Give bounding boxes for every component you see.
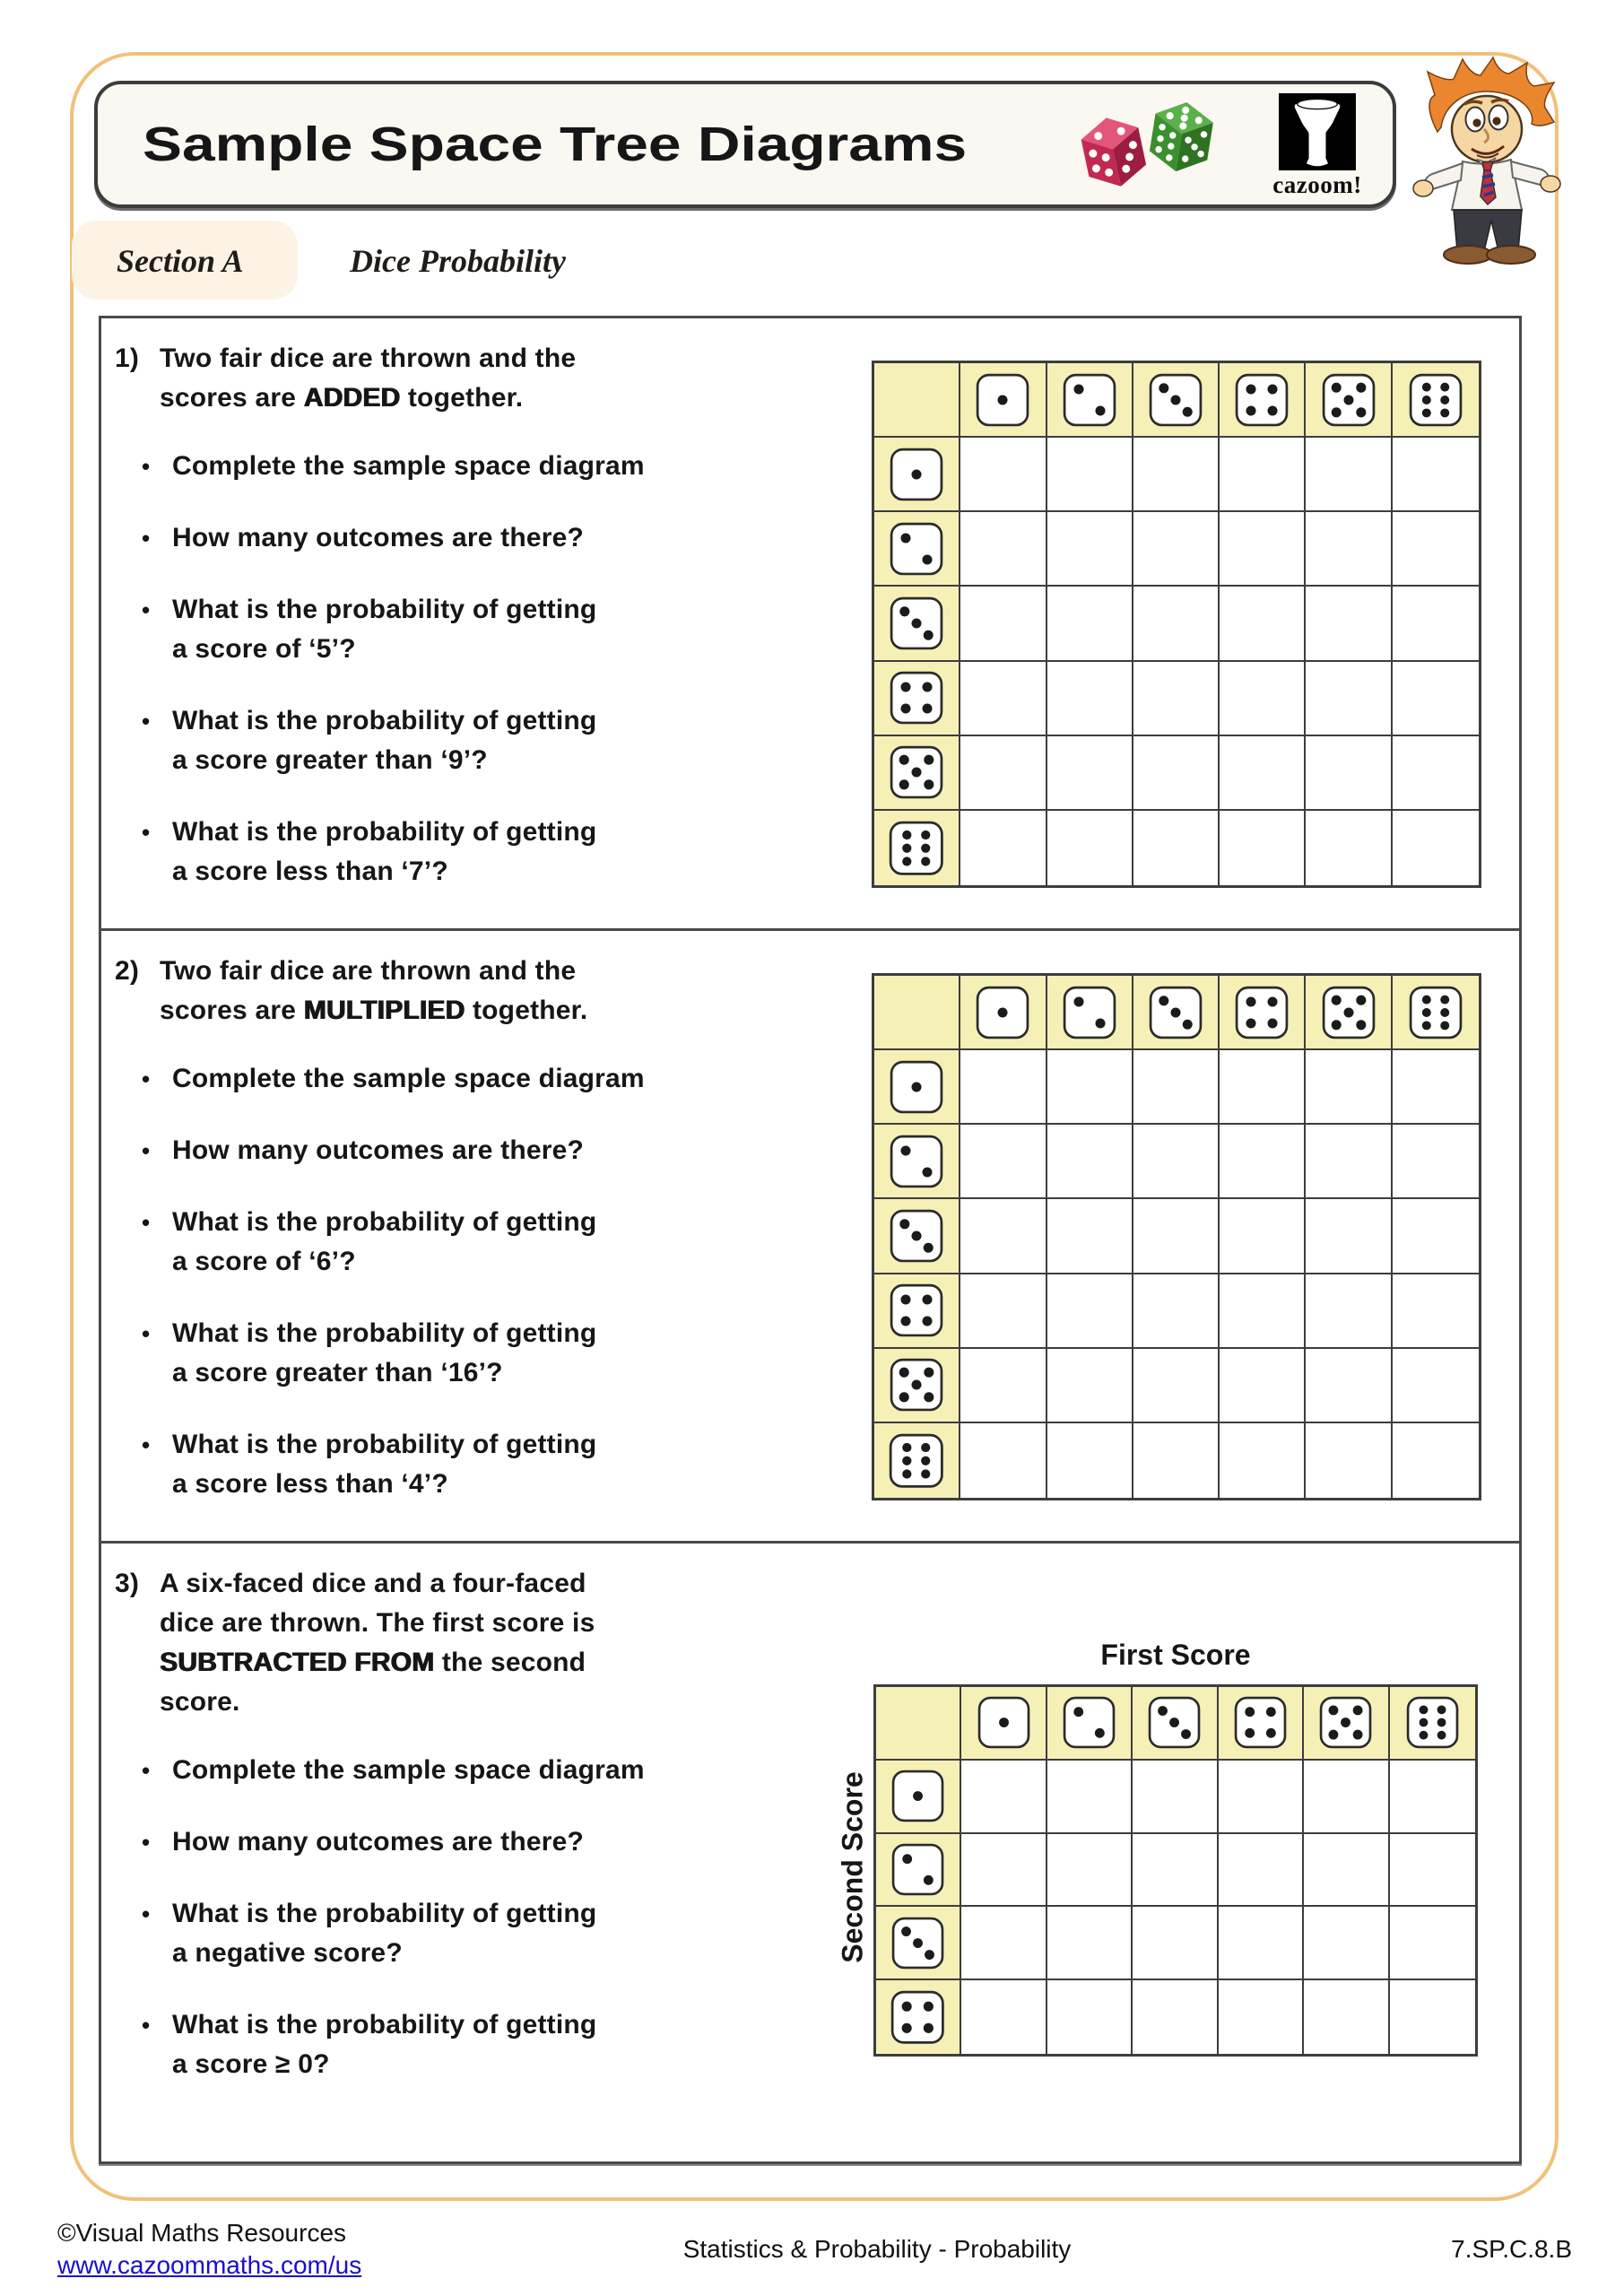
row-header-die-3 — [876, 1907, 961, 1980]
col-header-die-1 — [960, 976, 1046, 1050]
cazoom-logo — [1256, 93, 1378, 199]
answer-cell — [1133, 811, 1220, 885]
corner-cell — [874, 976, 960, 1050]
die-4-icon — [1235, 373, 1289, 427]
answer-cell — [960, 1274, 1046, 1349]
answer-cell — [1047, 1907, 1133, 1980]
section-title: Dice Probability — [350, 243, 566, 279]
die-2-icon — [890, 522, 943, 576]
answer-cell — [1393, 438, 1479, 512]
bullet-text: Complete the sample space diagram — [172, 451, 645, 481]
row-header-die-1 — [876, 1761, 961, 1834]
answer-cell — [1220, 587, 1306, 661]
corner-cell — [874, 363, 960, 438]
die-5-icon — [890, 1358, 943, 1412]
answer-cell — [1393, 1423, 1479, 1498]
answer-cell — [1047, 811, 1133, 885]
answer-cell — [1133, 1761, 1218, 1834]
answer-cell — [1047, 438, 1133, 512]
question-intro: Two fair dice are thrown and the scores are MULTIPLIED together. — [160, 956, 588, 1025]
answer-cell — [1306, 1423, 1392, 1498]
bullet-dot: • — [142, 819, 151, 846]
die-2-icon — [890, 1135, 943, 1188]
answer-cell — [1047, 1199, 1133, 1274]
die-2-icon — [891, 1843, 944, 1896]
answer-cell — [1220, 1349, 1306, 1423]
answer-cell — [1047, 512, 1133, 587]
bullet-item — [142, 813, 725, 891]
answer-cell — [1393, 811, 1479, 885]
answer-cell — [961, 1980, 1046, 2054]
answer-cell — [1047, 1423, 1133, 1498]
row-header-die-3 — [874, 587, 960, 661]
bullet-text: Complete the sample space diagram — [172, 1755, 645, 1785]
answer-cell — [1133, 1980, 1218, 2054]
question-intro: Two fair dice are thrown and the scores are ADDED together. — [160, 344, 577, 413]
cazoom-logo-text: cazoom! — [1272, 171, 1362, 198]
answer-cell — [1047, 1125, 1133, 1199]
cazoom-drum-icon — [1279, 93, 1356, 170]
die-5-icon — [1319, 1696, 1372, 1749]
bullet-dot: • — [142, 1320, 151, 1347]
row-header-die-1 — [874, 1050, 960, 1125]
bullet-dot: • — [142, 1829, 151, 1856]
bullet-item — [142, 518, 725, 558]
answer-cell — [1306, 662, 1392, 736]
answer-cell — [1133, 1125, 1220, 1199]
answer-cell — [1219, 1761, 1304, 1834]
col-header-die-6 — [1393, 363, 1479, 438]
die-1-icon — [890, 448, 943, 501]
bullet-item — [142, 447, 725, 486]
answer-cell — [960, 662, 1046, 736]
bullet-text: What is the probability of getting a score greater than ‘9’? — [172, 706, 597, 775]
row-header-die-5 — [874, 1349, 960, 1423]
answer-cell — [961, 1834, 1046, 1908]
answer-cell — [1047, 1980, 1133, 2054]
answer-cell — [960, 512, 1046, 587]
bullet-item — [142, 701, 725, 780]
second-score-label: Second Score — [836, 1771, 869, 1963]
question-text — [115, 1564, 725, 2117]
footer-standard-code: 7.SP.C.8.B — [1451, 2235, 1572, 2263]
answer-cell — [1220, 512, 1306, 587]
corner-cell — [876, 1687, 961, 1761]
die-2-icon — [1063, 986, 1116, 1039]
answer-cell — [960, 1199, 1046, 1274]
answer-cell — [1390, 1980, 1475, 2054]
answer-cell — [1220, 1423, 1306, 1498]
bullet-dot: • — [142, 1137, 151, 1164]
question-1-box — [99, 316, 1522, 931]
answer-cell — [1306, 1274, 1392, 1349]
section-label: Section A — [117, 243, 244, 279]
answer-cell — [1304, 1980, 1389, 2054]
bullet-item — [142, 1751, 725, 1790]
question-bullet-list — [115, 1059, 725, 1504]
answer-cell — [960, 1050, 1046, 1125]
answer-cell — [1306, 1050, 1392, 1125]
question-intro: A six-faced dice and a four-faced dice are thrown. The first score is SUBTRACTED FROM the second score. — [160, 1569, 595, 1717]
row-header-die-4 — [874, 1274, 960, 1349]
col-header-die-2 — [1047, 976, 1133, 1050]
row-header-die-4 — [876, 1980, 961, 2054]
answer-cell — [960, 1423, 1046, 1498]
answer-cell — [961, 1761, 1046, 1834]
col-header-die-4 — [1220, 976, 1306, 1050]
answer-cell — [1220, 1125, 1306, 1199]
question-bullet-list — [115, 447, 725, 891]
col-header-die-2 — [1047, 1687, 1133, 1761]
cartoon-teacher-mascot — [1410, 56, 1564, 271]
answer-cell — [1219, 1907, 1304, 1980]
answer-cell — [1219, 1980, 1304, 2054]
bullet-dot: • — [142, 1209, 151, 1236]
die-2-icon — [1063, 373, 1116, 427]
question-text — [115, 952, 725, 1536]
question-2-box — [99, 928, 1522, 1544]
answer-cell — [1047, 1834, 1133, 1908]
die-6-icon — [1406, 1696, 1459, 1749]
die-2-icon — [1063, 1696, 1116, 1749]
answer-cell — [1220, 1050, 1306, 1125]
question-text — [115, 339, 725, 924]
question-bullet-list — [115, 1751, 725, 2084]
bullet-item — [142, 1822, 725, 1862]
sample-space-grid — [872, 361, 1481, 888]
row-header-die-6 — [874, 811, 960, 885]
bullet-dot: • — [142, 1900, 151, 1927]
footer-copyright: ©Visual Maths Resources — [57, 2219, 347, 2247]
die-6-icon — [1409, 986, 1463, 1039]
page-title: Sample Space Tree Diagrams — [143, 117, 968, 171]
bullet-text: How many outcomes are there? — [172, 1827, 585, 1857]
answer-cell — [1047, 662, 1133, 736]
answer-cell — [1133, 1050, 1220, 1125]
answer-cell — [1393, 1274, 1479, 1349]
answer-cell — [1220, 1199, 1306, 1274]
col-header-die-1 — [961, 1687, 1046, 1761]
green-die-icon — [1147, 98, 1215, 176]
answer-cell — [1306, 1199, 1392, 1274]
bullet-dot: • — [142, 453, 151, 480]
answer-cell — [1047, 736, 1133, 811]
bullet-text: What is the probability of getting a score ≥ 0? — [172, 2010, 597, 2079]
answer-cell — [1393, 1349, 1479, 1423]
bullet-dot: • — [142, 2012, 151, 2039]
answer-cell — [1133, 662, 1220, 736]
answer-cell — [1133, 1199, 1220, 1274]
answer-cell — [1047, 1050, 1133, 1125]
col-header-die-4 — [1219, 1687, 1304, 1761]
die-1-icon — [976, 373, 1029, 427]
bullet-item — [142, 1314, 725, 1393]
answer-cell — [1133, 587, 1220, 661]
answer-cell — [1393, 512, 1479, 587]
answer-cell — [1133, 1423, 1220, 1498]
die-4-icon — [890, 1283, 943, 1337]
title-banner — [94, 81, 1396, 208]
bullet-dot: • — [142, 525, 151, 552]
answer-cell — [1390, 1907, 1475, 1980]
answer-cell — [1393, 736, 1479, 811]
die-3-icon — [1149, 373, 1203, 427]
bullet-text: Complete the sample space diagram — [172, 1064, 645, 1093]
bullet-item — [142, 2005, 725, 2084]
first-score-label: First Score — [1100, 1639, 1251, 1671]
answer-cell — [960, 1125, 1046, 1199]
bullet-text: What is the probability of getting a score of ‘6’? — [172, 1207, 597, 1276]
bullet-text: What is the probability of getting a score less than ‘7’? — [172, 817, 597, 886]
answer-cell — [960, 811, 1046, 885]
die-3-icon — [890, 1209, 943, 1263]
answer-cell — [1133, 1834, 1218, 1908]
die-6-icon — [1409, 373, 1463, 427]
answer-cell — [961, 1907, 1046, 1980]
answer-cell — [1133, 1274, 1220, 1349]
question-3-box — [99, 1541, 1522, 2164]
question-number: 2) — [115, 956, 140, 986]
answer-cell — [1393, 1050, 1479, 1125]
col-header-die-2 — [1047, 363, 1133, 438]
die-6-icon — [889, 1433, 944, 1489]
answer-cell — [1133, 438, 1220, 512]
answer-cell — [960, 587, 1046, 661]
answer-cell — [1219, 1834, 1304, 1908]
answer-cell — [1220, 662, 1306, 736]
answer-cell — [1304, 1834, 1389, 1908]
answer-cell — [960, 1349, 1046, 1423]
row-header-die-1 — [874, 438, 960, 512]
bullet-item — [142, 1203, 725, 1282]
bullet-dot: • — [142, 1757, 151, 1784]
row-header-die-2 — [876, 1834, 961, 1908]
bullet-text: What is the probability of getting a score greater than ‘16’? — [172, 1318, 597, 1387]
answer-cell — [1306, 1349, 1392, 1423]
answer-cell — [1133, 736, 1220, 811]
question-number: 1) — [115, 344, 140, 373]
die-3-icon — [891, 1917, 944, 1970]
die-5-icon — [1322, 373, 1376, 427]
col-header-die-4 — [1220, 363, 1306, 438]
col-header-die-3 — [1133, 363, 1220, 438]
answer-cell — [1133, 1349, 1220, 1423]
bullet-text: How many outcomes are there? — [172, 1135, 585, 1165]
answer-cell — [1393, 662, 1479, 736]
answer-cell — [1304, 1907, 1389, 1980]
answer-cell — [1220, 811, 1306, 885]
col-header-die-5 — [1306, 363, 1392, 438]
answer-cell — [1393, 1199, 1479, 1274]
answer-cell — [1306, 1125, 1392, 1199]
bullet-text: What is the probability of getting a negative score? — [172, 1899, 597, 1968]
col-header-die-5 — [1306, 976, 1392, 1050]
bullet-item — [142, 1894, 725, 1973]
sample-space-grid — [873, 1684, 1478, 2057]
die-3-icon — [1148, 1696, 1201, 1749]
answer-cell — [1306, 811, 1392, 885]
footer-topic: Statistics & Probability - Probability — [682, 2235, 1072, 2263]
answer-cell — [1047, 587, 1133, 661]
bullet-text: What is the probability of getting a score less than ‘4’? — [172, 1430, 597, 1499]
answer-cell — [1047, 1761, 1133, 1834]
row-header-die-2 — [874, 1125, 960, 1199]
die-5-icon — [1322, 986, 1376, 1039]
col-header-die-3 — [1133, 1687, 1218, 1761]
col-header-die-1 — [960, 363, 1046, 438]
die-4-icon — [890, 671, 943, 725]
answer-cell — [1306, 512, 1392, 587]
row-header-die-2 — [874, 512, 960, 587]
bullet-text: How many outcomes are there? — [172, 523, 585, 552]
die-4-icon — [1235, 986, 1289, 1039]
answer-cell — [1306, 736, 1392, 811]
answer-cell — [1133, 1907, 1218, 1980]
cazoom-url-link[interactable]: www.cazoommaths.com/us — [57, 2251, 362, 2279]
die-4-icon — [890, 1990, 945, 2045]
red-die-icon — [1078, 112, 1150, 193]
answer-cell — [960, 736, 1046, 811]
col-header-die-6 — [1393, 976, 1479, 1050]
bullet-dot: • — [142, 708, 151, 735]
bullet-item — [142, 1131, 725, 1170]
die-1-icon — [977, 1696, 1030, 1749]
row-header-die-4 — [874, 662, 960, 736]
row-header-die-6 — [874, 1423, 960, 1498]
bullet-dot: • — [142, 1431, 151, 1458]
bullet-dot: • — [142, 596, 151, 623]
die-3-icon — [1149, 986, 1203, 1039]
bullet-item — [142, 1425, 725, 1504]
col-header-die-5 — [1304, 1687, 1389, 1761]
answer-cell — [1390, 1834, 1475, 1908]
answer-cell — [1220, 736, 1306, 811]
die-1-icon — [890, 1060, 943, 1114]
bullet-item — [142, 590, 725, 669]
bullet-text: What is the probability of getting a score of ‘5’? — [172, 595, 597, 664]
die-1-icon — [976, 986, 1029, 1039]
col-header-die-6 — [1390, 1687, 1475, 1761]
answer-cell — [1393, 587, 1479, 661]
answer-cell — [1306, 438, 1392, 512]
row-header-die-5 — [874, 736, 960, 811]
row-header-die-3 — [874, 1199, 960, 1274]
col-header-die-3 — [1133, 976, 1220, 1050]
sample-space-grid — [872, 973, 1481, 1500]
bullet-item — [142, 1059, 725, 1099]
answer-cell — [1306, 587, 1392, 661]
die-5-icon — [890, 745, 943, 799]
answer-cell — [1393, 1125, 1479, 1199]
answer-cell — [1047, 1349, 1133, 1423]
question-number: 3) — [115, 1569, 140, 1598]
answer-cell — [1047, 1274, 1133, 1349]
answer-cell — [1220, 1274, 1306, 1349]
bullet-dot: • — [142, 1065, 151, 1092]
die-4-icon — [1234, 1696, 1287, 1749]
answer-cell — [1390, 1761, 1475, 1834]
die-3-icon — [890, 596, 943, 650]
answer-cell — [960, 438, 1046, 512]
banner-dice-icons — [1046, 93, 1272, 203]
answer-cell — [1304, 1761, 1389, 1834]
answer-cell — [1220, 438, 1306, 512]
die-1-icon — [891, 1770, 944, 1822]
answer-cell — [1133, 512, 1220, 587]
die-6-icon — [889, 821, 944, 876]
